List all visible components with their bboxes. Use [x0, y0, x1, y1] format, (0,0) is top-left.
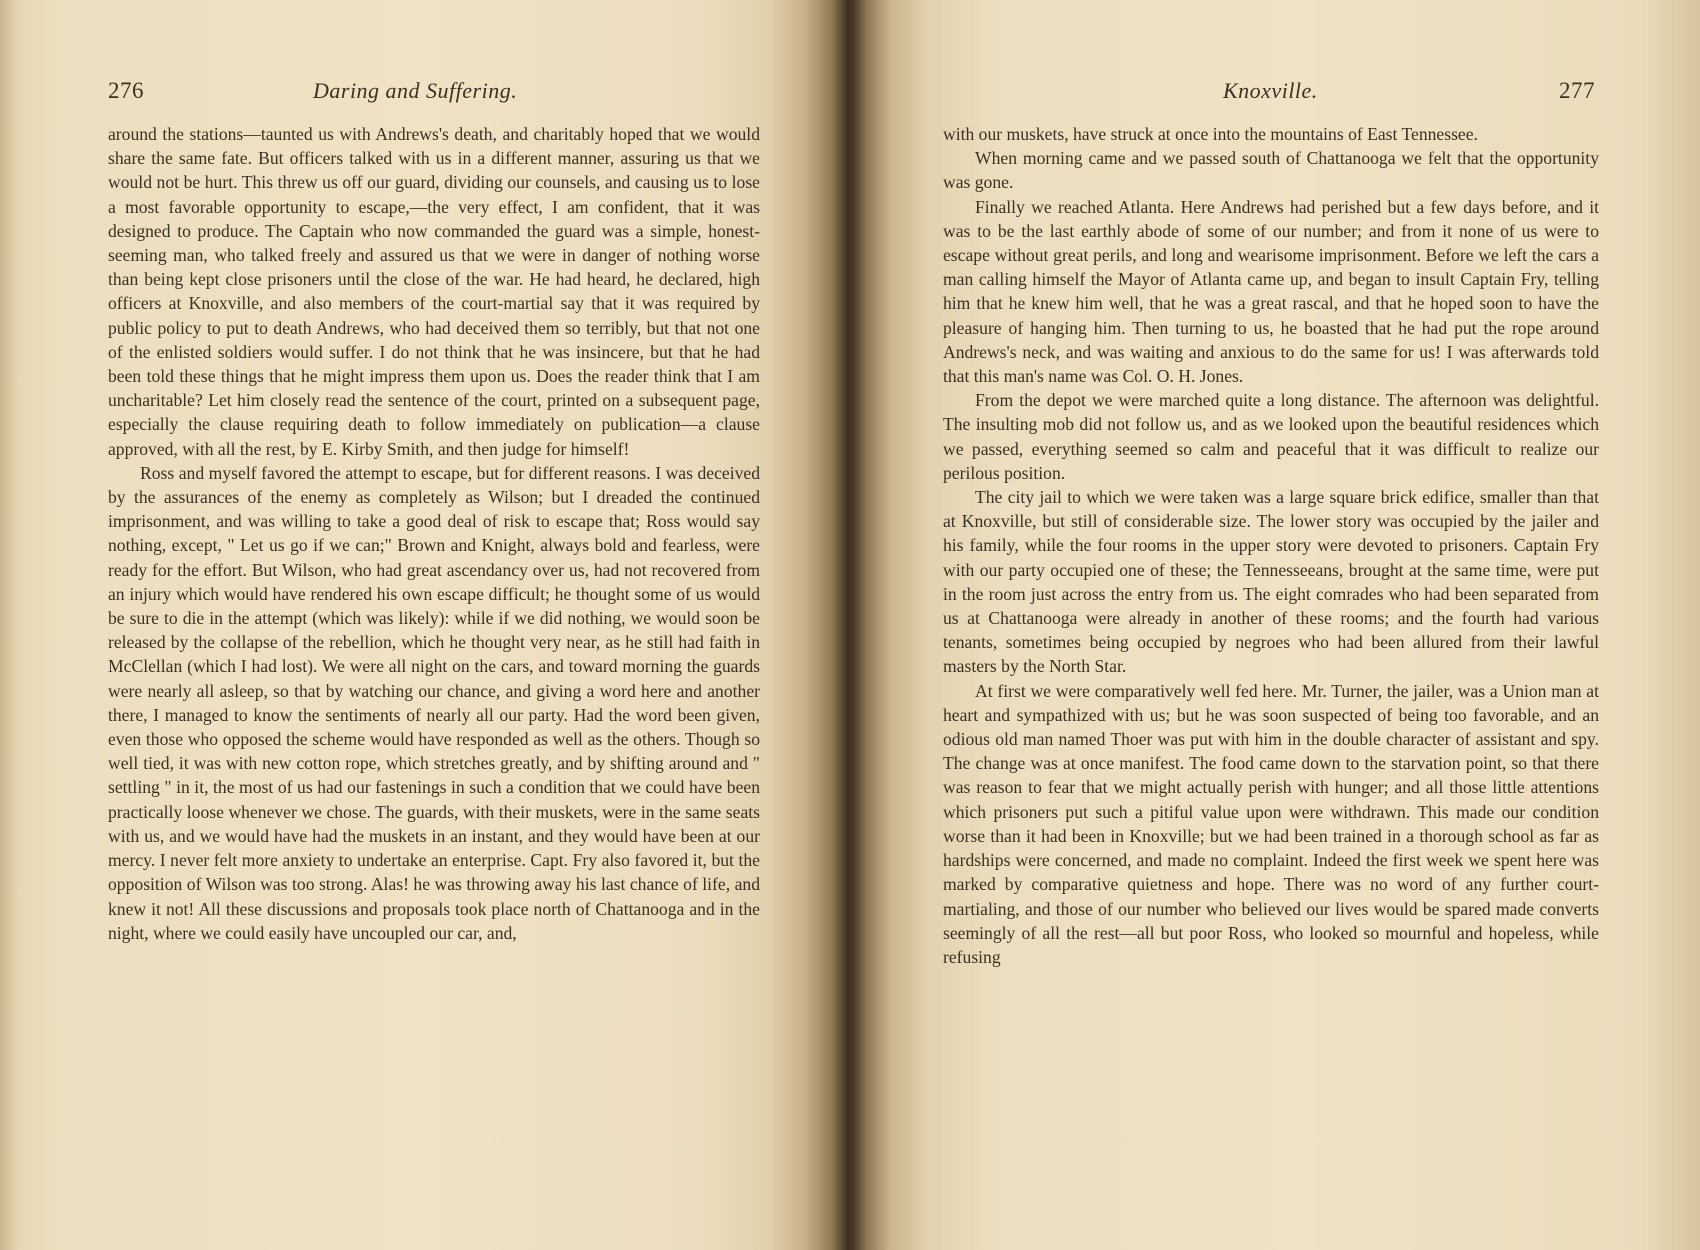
- right-page-text: [943, 122, 1599, 969]
- right-page: [943, 0, 1599, 1250]
- left-page-text: [108, 122, 760, 945]
- right-paragraph-1: with our muskets, have struck at once into the mountains of East Tennessee.: [943, 124, 1478, 144]
- left-running-title: Daring and Suffering.: [313, 78, 518, 103]
- right-page-number: 277: [1559, 78, 1595, 103]
- right-paragraph-6: At first we were comparatively well fed here. Mr. Turner, the jailer, was a Union man at heart and sympathized with us; but he was soon suspected of being too favorable, and an odious old man named Thoer was put with him in the double character of assistant and spy. The change was at once manifest. The food came down to the starvation point, so that there was reason to fear that we might actually perish with hunger; and all those little attentions which prisoners put such a pitiful value upon were withdrawn. This made our condition worse than it had been in Knoxville; but we had been trained in a thorough school as far as hardships were concerned, and made no complaint. Indeed the first week we spent here was marked by comparative quietness and hope. There was no word of any further court-martialing, and those of our number who believed our lives would be spared made converts seemingly of all the rest—all but poor Ross, who looked so mournful and hopeless, while refusing: [943, 680, 1599, 967]
- right-paragraph-5: The city jail to which we were taken was a large square brick edifice, smaller than that at Knoxville, but still of considerable size. The lower story was occupied by the jailer and his family, while the four rooms in the upper story were devoted to prisoners. Captain Fry with our party occupied one of these; the Tennesseeans, brought at the same time, were put in the room just across the entry from us. The eight comrades who had been separated from us at Chattanooga were already in another of these rooms; and the fourth had various tenants, sometimes being occupied by negroes who had been allured from their lawful masters by the North Star.: [943, 487, 1599, 677]
- right-paragraph-3: Finally we reached Atlanta. Here Andrews had perished but a few days before, and it was to be the last earthly abode of some of our number; and from it none of us were to escape without great perils, and long and wearisome imprisonment. Before we left the cars a man calling himself the Mayor of Atlanta came up, and began to insult Captain Fry, telling him that he knew him well, that he was a great rascal, and that he hoped soon to have the pleasure of hanging him. Then turning to us, he boasted that he had put the rope around Andrews's neck, and was waiting and anxious to do the same for us! I was afterwards told that this man's name was Col. O. H. Jones.: [943, 196, 1599, 387]
- right-paragraph-2: When morning came and we passed south of Chattanooga we felt that the opportunity was gone.: [943, 148, 1599, 193]
- left-paragraph-2: Ross and myself favored the attempt to escape, but for different reasons. I was deceived by the assurances of the enemy as completely as Wilson; but I dreaded the continued imprisonment, and was willing to take a good deal of risk to escape that; Ross would say nothing, except, " Let us go if we can;" Brown and Knight, always bold and fearless, were ready for the effort. But Wilson, who had great ascendancy over us, had not recovered from an injury which would have rendered his own escape difficult; he thought some of us would be sure to die in the attempt (which was likely): while if we did nothing, we would soon be released by the collapse of the rebellion, which he thought very near, as he still had faith in McClellan (which I had lost). We were all night on the cars, and toward morning the guards were nearly all asleep, so that by watching our chance, and giving a word here and another there, I managed to know the sentiments of nearly all our party. Had the word been given, even those who opposed the scheme would have responded as well as the others. Though so well tied, it was with new cotton rope, which stretches greatly, and by shifting around and " settling " in it, the most of us had our fastenings in such a condition that we could have been practically loose whenever we chose. The guards, with their muskets, were in the same seats with us, and we would have had the muskets in an instant, and they would have been at our mercy. I never felt more anxiety to undertake an enterprise. Capt. Fry also favored it, but the opposition of Wilson was too strong. Alas! he was throwing away his last chance of life, and knew it not! All these discussions and proposals took place north of Chattanooga and in the night, where we could easily have uncoupled our car, and,: [108, 462, 760, 943]
- left-paragraph-1: around the stations—taunted us with Andrews's death, and charitably hoped that we would share the same fate. But officers talked with us in a different manner, assuring us that we would not be hurt. This threw us off our guard, dividing our counsels, and causing us to lose a most favorable opportunity to escape,—the very effect, I am confident, that it was designed to produce. The Captain who now commanded the guard was a simple, honest-seeming man, who talked freely and assured us that we were in danger of nothing worse than being kept close prisoners until the close of the war. He had heard, he declared, high officers at Knoxville, and also members of the court-martial say that it was required by public policy to put to death Andrews, who had deceived them so terribly, but that not one of the enlisted soldiers would suffer. I do not think that he was insincere, but that he had been told these things that he might impress them upon us. Does the reader think that I am uncharitable? Let him closely read the sentence of the court, printed on a subsequent page, especially the clause requiring death to follow immediately on publication—a clause approved, with all the rest, by E. Kirby Smith, and then judge for himself!: [108, 124, 760, 459]
- left-running-head: [108, 78, 760, 108]
- left-page-number: 276: [108, 78, 144, 103]
- left-page: [108, 0, 760, 1250]
- right-paragraph-4: From the depot we were marched quite a long distance. The afternoon was delightful. The insulting mob did not follow us, and as we looked upon the beautiful residences which we passed, everything seemed so calm and peaceful that it was difficult to realize our perilous position.: [943, 390, 1599, 483]
- right-running-head: [943, 78, 1599, 108]
- right-running-title: Knoxville.: [1223, 78, 1318, 103]
